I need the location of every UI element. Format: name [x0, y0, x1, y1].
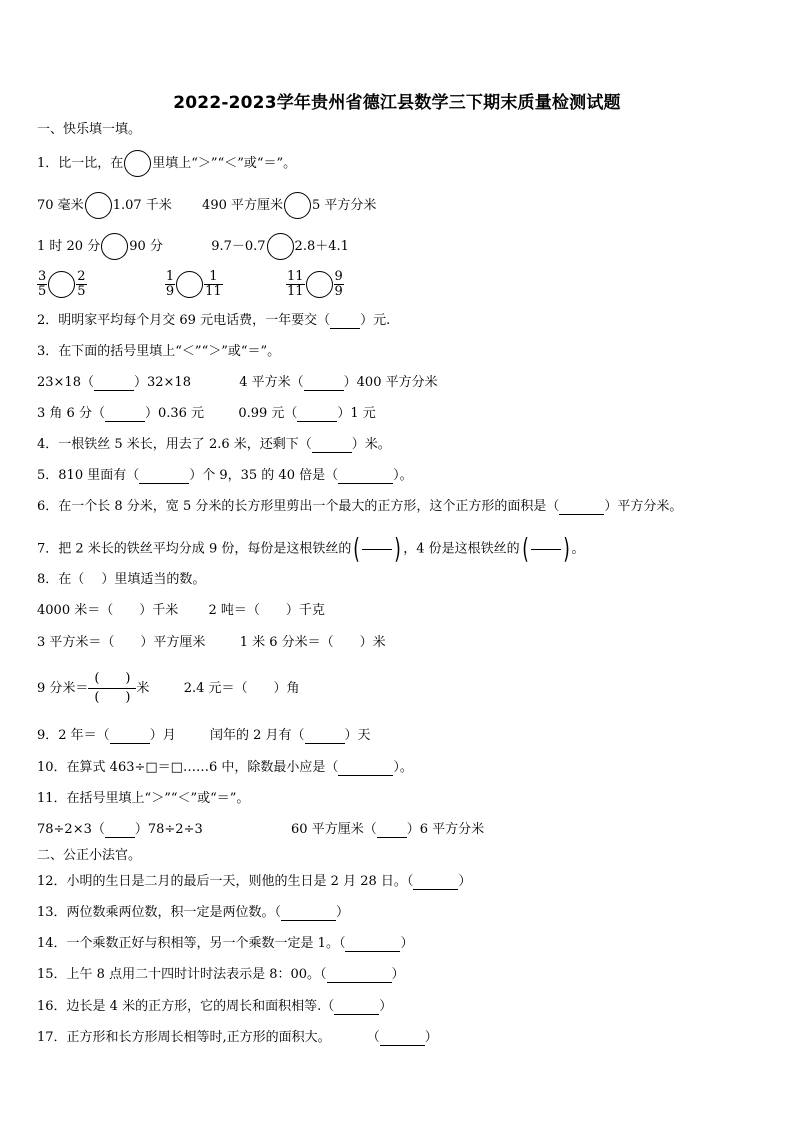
- answer-blank[interactable]: [380, 1045, 425, 1046]
- fraction: $\frac{2}{5}$: [77, 269, 86, 299]
- question-3-stem: 3．在下面的括号里填上“＜”“＞”或“＝”。: [37, 344, 281, 359]
- answer-circle[interactable]: [85, 192, 112, 219]
- answer-blank[interactable]: 4000 米＝（ ）千米: [37, 603, 179, 618]
- answer-blank[interactable]: [139, 483, 189, 484]
- question-7: 7．把 2 米长的铁丝平均分成 9 份，每份是这根铁丝的 ( ) ，4 份是这根铁丝的 ( ) 。: [37, 532, 585, 565]
- page-title: 2022-2023学年贵州省德江县数学三下期末质量检测试题: [173, 93, 621, 113]
- fraction: $\frac{1}{9}$: [165, 269, 175, 299]
- question-2: 2．明明家平均每个月交 69 元电话费，一年要交（ ）元.: [37, 313, 391, 328]
- q1-r1b-right: 5 平方分米: [312, 198, 377, 213]
- question-1-stem: [37, 150, 296, 177]
- question-1-row-3: [37, 270, 344, 299]
- fraction: $\frac{1}{11}$: [205, 269, 222, 299]
- answer-blank[interactable]: [330, 328, 360, 329]
- fraction-blank[interactable]: ( ): [353, 532, 402, 565]
- answer-blank[interactable]: [105, 421, 145, 422]
- answer-blank[interactable]: [559, 514, 604, 515]
- question-8-row-2: [37, 635, 386, 651]
- question-8-stem: 8．在（ ）里填适当的数。: [37, 572, 206, 587]
- answer-blank[interactable]: [377, 837, 407, 838]
- question-1-row-1: [37, 192, 376, 219]
- answer-blank[interactable]: 3 平方米＝（ ）平方厘米: [37, 635, 206, 650]
- answer-blank[interactable]: [338, 775, 393, 776]
- fraction-blank[interactable]: ( ) ( ): [88, 670, 136, 707]
- q1-stem-part-b: 里填上“＞”“＜”或“＝”。: [152, 156, 297, 171]
- answer-circle[interactable]: [306, 271, 333, 298]
- answer-blank[interactable]: [297, 421, 337, 422]
- question-4: 4．一根铁丝 5 米长，用去了 2.6 米，还剩下（ ）米。: [37, 437, 391, 452]
- q1-r2b-right: 2.8＋4.1: [294, 239, 349, 254]
- answer-blank[interactable]: [334, 1014, 379, 1015]
- q1-stem-part-a: 1．比一比，在: [37, 156, 124, 171]
- answer-blank[interactable]: [281, 920, 336, 921]
- question-12: 12．小明的生日是二月的最后一天，则他的生日是 2 月 28 日。（ ）: [37, 874, 472, 889]
- answer-circle[interactable]: [267, 233, 294, 260]
- answer-blank[interactable]: [338, 483, 393, 484]
- fraction: $\frac{3}{5}$: [38, 269, 47, 299]
- section-2-heading: 二、公正小法官。: [37, 848, 142, 863]
- answer-blank[interactable]: 2 吨＝（ ）千克: [208, 603, 325, 618]
- question-14: 14．一个乘数正好与积相等，另一个乘数一定是 1。（ ）: [37, 936, 414, 951]
- fraction: $\frac{9}{9}$: [334, 269, 343, 299]
- q1-r1b-left: 490 平方厘米: [202, 198, 283, 213]
- q1-r2a-left: 1 时 20 分: [37, 239, 101, 254]
- q1-r2b-left: 9.7－0.7: [211, 239, 266, 254]
- q1-r1a-right: 1.07 千米: [112, 198, 172, 213]
- answer-blank[interactable]: [305, 743, 345, 744]
- question-1-row-2: [37, 233, 349, 260]
- fraction-blank[interactable]: ( ): [521, 532, 570, 565]
- question-11-stem: 11．在括号里填上“＞”“＜”或“＝”。: [37, 791, 250, 806]
- answer-blank[interactable]: 1 米 6 分米＝（ ）米: [239, 635, 386, 650]
- fraction: $\frac{11}{11}$: [286, 269, 304, 299]
- answer-blank[interactable]: [413, 889, 458, 890]
- answer-circle[interactable]: [176, 271, 203, 298]
- question-6: 6．在一个长 8 分米，宽 5 分米的长方形里剪出一个最大的正方形，这个正方形的面积是（ ）平方分米。: [37, 499, 683, 514]
- answer-circle[interactable]: [284, 192, 311, 219]
- question-15: 15．上午 8 点用二十四时计时法表示是 8：00。（ ）: [37, 967, 405, 982]
- question-10: 10．在算式 463÷□＝□……6 中，除数最小应是（ ）。: [37, 760, 413, 775]
- answer-circle[interactable]: [48, 271, 75, 298]
- q1-r1a-left: 70 毫米: [37, 198, 84, 213]
- section-1-heading: 一、快乐填一填。: [37, 122, 142, 137]
- answer-blank[interactable]: [304, 390, 344, 391]
- question-3-row-2: 3 角 6 分（ ）0.36 元 0.99 元（ ）1 元: [37, 406, 376, 421]
- question-17: 17．正方形和长方形周长相等时,正方形的面积大。 （ ）: [37, 1030, 438, 1045]
- question-13: 13．两位数乘两位数，积一定是两位数。（ ）: [37, 905, 350, 920]
- answer-blank[interactable]: 2.4 元＝（ ）角: [183, 681, 300, 696]
- answer-circle[interactable]: [124, 150, 151, 177]
- question-16: 16．边长是 4 米的正方形，它的周长和面积相等.（ ）: [37, 999, 393, 1014]
- answer-blank[interactable]: [345, 951, 400, 952]
- answer-blank[interactable]: [105, 837, 135, 838]
- answer-circle[interactable]: [101, 233, 128, 260]
- answer-blank[interactable]: [312, 452, 352, 453]
- question-3-row-1: 23×18（ ）32×18 4 平方米（ ）400 平方分米: [37, 375, 438, 390]
- question-5: 5．810 里面有（ ）个 9，35 的 40 倍是（ ）。: [37, 468, 413, 483]
- answer-blank[interactable]: [327, 982, 392, 983]
- question-11-row: 78÷2×3（ ）78÷2÷3 60 平方厘米（ ）6 平方分米: [37, 822, 485, 837]
- answer-blank[interactable]: [110, 743, 150, 744]
- answer-blank[interactable]: [94, 390, 134, 391]
- question-8-row-3: 9 分米＝ ( ) ( ) 米 2.4 元＝（ ）角: [37, 671, 300, 705]
- question-8-row-1: [37, 603, 325, 619]
- q1-r2a-right: 90 分: [129, 239, 163, 254]
- question-9: 9．2 年＝（ ）月 闰年的 2 月有（ ）天: [37, 728, 371, 743]
